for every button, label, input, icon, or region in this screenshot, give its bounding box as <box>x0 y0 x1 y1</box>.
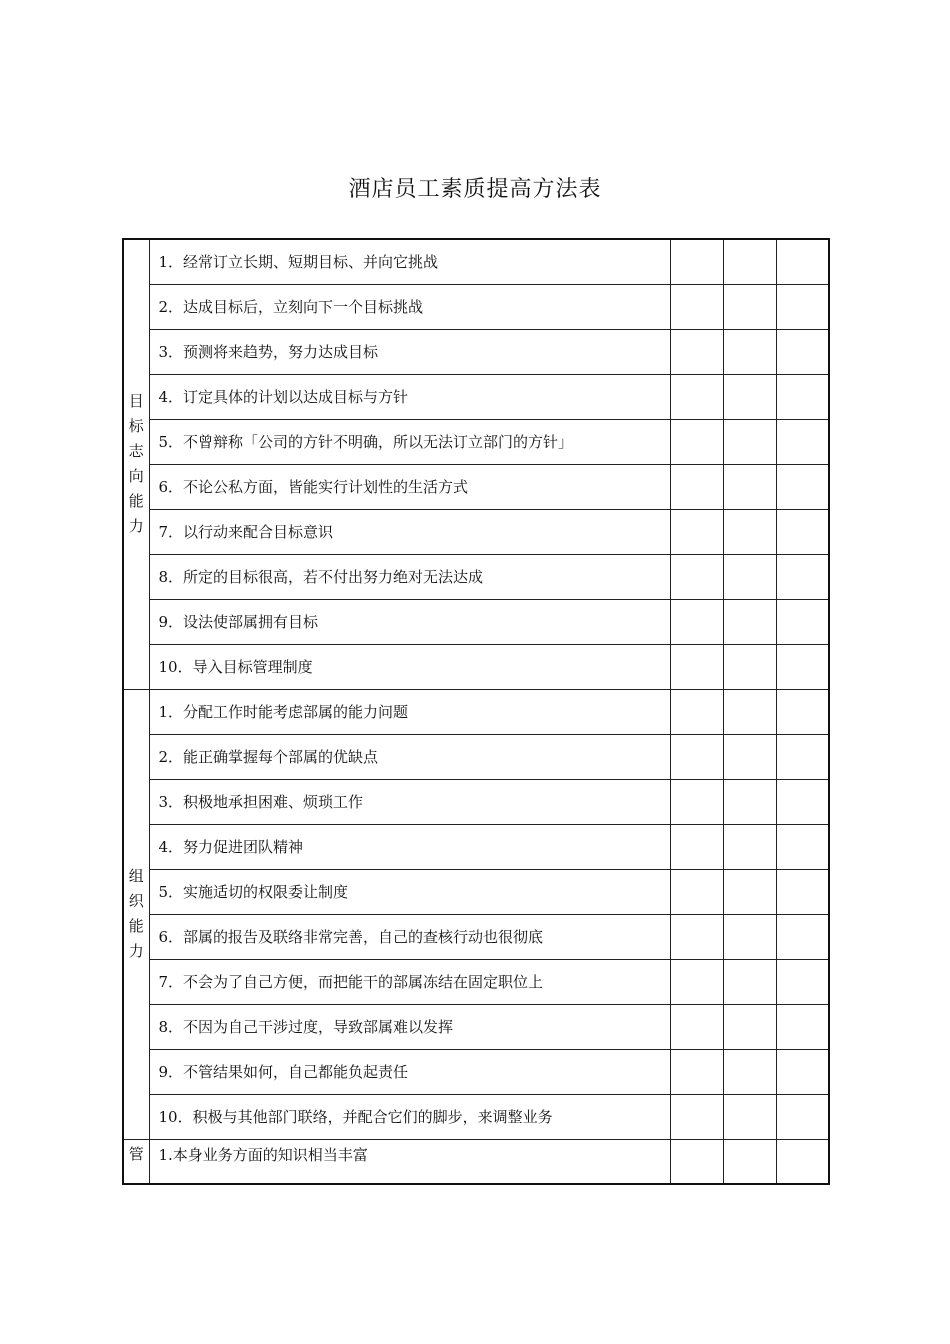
rating-cell[interactable] <box>776 419 829 464</box>
category-label: 目标志向能力 <box>128 392 144 536</box>
table-row <box>123 689 829 734</box>
rating-cell[interactable] <box>670 1049 723 1094</box>
assessment-table <box>122 238 830 1185</box>
rating-cell[interactable] <box>776 464 829 509</box>
item-text: 6．不论公私方面，皆能实行计划性的生活方式 <box>149 464 670 509</box>
rating-cell[interactable] <box>776 959 829 1004</box>
rating-cell[interactable] <box>776 914 829 959</box>
rating-cell[interactable] <box>723 239 776 284</box>
table-row <box>123 419 829 464</box>
rating-cell[interactable] <box>723 599 776 644</box>
rating-cell[interactable] <box>670 419 723 464</box>
table-row <box>123 1139 829 1184</box>
rating-cell[interactable] <box>670 599 723 644</box>
table-row <box>123 914 829 959</box>
table-row <box>123 284 829 329</box>
category-cell <box>123 1139 149 1184</box>
rating-cell[interactable] <box>670 869 723 914</box>
rating-cell[interactable] <box>723 284 776 329</box>
rating-cell[interactable] <box>776 329 829 374</box>
table-row <box>123 509 829 554</box>
rating-cell[interactable] <box>723 824 776 869</box>
table-row <box>123 464 829 509</box>
table-row <box>123 1094 829 1139</box>
rating-cell[interactable] <box>670 1139 723 1184</box>
rating-cell[interactable] <box>776 1139 829 1184</box>
rating-cell[interactable] <box>670 959 723 1004</box>
table-row <box>123 644 829 689</box>
table-row <box>123 329 829 374</box>
item-text: 3．积极地承担困难、烦琐工作 <box>149 779 670 824</box>
rating-cell[interactable] <box>723 554 776 599</box>
page-title: 酒店员工素质提高方法表 <box>348 177 602 202</box>
item-text: 8．所定的目标很高，若不付出努力绝对无法达成 <box>149 554 670 599</box>
rating-cell[interactable] <box>776 374 829 419</box>
rating-cell[interactable] <box>776 509 829 554</box>
table-row <box>123 734 829 779</box>
rating-cell[interactable] <box>776 1004 829 1049</box>
rating-cell[interactable] <box>670 239 723 284</box>
item-text: 10．积极与其他部门联络，并配合它们的脚步，来调整业务 <box>149 1094 670 1139</box>
item-text: 4．努力促进团队精神 <box>149 824 670 869</box>
category-cell <box>123 689 149 1139</box>
rating-cell[interactable] <box>723 959 776 1004</box>
rating-cell[interactable] <box>723 914 776 959</box>
rating-cell[interactable] <box>776 689 829 734</box>
rating-cell[interactable] <box>723 779 776 824</box>
rating-cell[interactable] <box>670 1004 723 1049</box>
item-text: 7．不会为了自己方便，而把能干的部属冻结在固定职位上 <box>149 959 670 1004</box>
rating-cell[interactable] <box>776 599 829 644</box>
item-text: 4．订定具体的计划以达成目标与方针 <box>149 374 670 419</box>
item-text: 7．以行动来配合目标意识 <box>149 509 670 554</box>
rating-cell[interactable] <box>670 914 723 959</box>
category-label: 组织能力 <box>128 867 144 960</box>
table-row <box>123 374 829 419</box>
rating-cell[interactable] <box>670 824 723 869</box>
rating-cell[interactable] <box>670 329 723 374</box>
rating-cell[interactable] <box>776 644 829 689</box>
rating-cell[interactable] <box>670 734 723 779</box>
item-text: 5．实施适切的权限委让制度 <box>149 869 670 914</box>
table-row <box>123 1004 829 1049</box>
rating-cell[interactable] <box>723 734 776 779</box>
item-text: 5．不曾辩称「公司的方针不明确，所以无法订立部门的方针」 <box>149 419 670 464</box>
item-text: 2．达成目标后，立刻向下一个目标挑战 <box>149 284 670 329</box>
item-text: 6．部属的报告及联络非常完善，自己的查核行动也很彻底 <box>149 914 670 959</box>
item-text: 2．能正确掌握每个部属的优缺点 <box>149 734 670 779</box>
rating-cell[interactable] <box>670 374 723 419</box>
rating-cell[interactable] <box>723 1004 776 1049</box>
item-text: 9．设法使部属拥有目标 <box>149 599 670 644</box>
rating-cell[interactable] <box>723 869 776 914</box>
table-row <box>123 599 829 644</box>
rating-cell[interactable] <box>723 1139 776 1184</box>
rating-cell[interactable] <box>723 329 776 374</box>
table-row <box>123 869 829 914</box>
rating-cell[interactable] <box>723 464 776 509</box>
item-text: 1．分配工作时能考虑部属的能力问题 <box>149 689 670 734</box>
rating-cell[interactable] <box>670 284 723 329</box>
table-row <box>123 554 829 599</box>
rating-cell[interactable] <box>776 734 829 779</box>
rating-cell[interactable] <box>723 374 776 419</box>
rating-cell[interactable] <box>723 1094 776 1139</box>
rating-cell[interactable] <box>670 689 723 734</box>
rating-cell[interactable] <box>670 554 723 599</box>
rating-cell[interactable] <box>776 554 829 599</box>
item-text: 3．预测将来趋势，努力达成目标 <box>149 329 670 374</box>
rating-cell[interactable] <box>723 419 776 464</box>
rating-cell[interactable] <box>670 644 723 689</box>
item-text: 1.本身业务方面的知识相当丰富 <box>149 1139 670 1184</box>
rating-cell[interactable] <box>776 869 829 914</box>
category-label: 管 <box>128 1144 144 1163</box>
item-text: 1．经常订立长期、短期目标、并向它挑战 <box>149 239 670 284</box>
rating-cell[interactable] <box>723 689 776 734</box>
rating-cell[interactable] <box>670 509 723 554</box>
table-row <box>123 959 829 1004</box>
rating-cell[interactable] <box>670 464 723 509</box>
table-row <box>123 824 829 869</box>
rating-cell[interactable] <box>776 284 829 329</box>
rating-cell[interactable] <box>723 1049 776 1094</box>
rating-cell[interactable] <box>776 1049 829 1094</box>
rating-cell[interactable] <box>776 824 829 869</box>
rating-cell[interactable] <box>723 644 776 689</box>
category-cell <box>123 239 149 689</box>
rating-cell[interactable] <box>776 779 829 824</box>
item-text: 9．不管结果如何，自己都能负起责任 <box>149 1049 670 1094</box>
rating-cell[interactable] <box>723 509 776 554</box>
rating-cell[interactable] <box>670 1094 723 1139</box>
item-text: 8．不因为自己干涉过度，导致部属难以发挥 <box>149 1004 670 1049</box>
rating-cell[interactable] <box>776 1094 829 1139</box>
table-body <box>123 239 829 1184</box>
item-text: 10．导入目标管理制度 <box>149 644 670 689</box>
table-row <box>123 239 829 284</box>
rating-cell[interactable] <box>776 239 829 284</box>
rating-cell[interactable] <box>670 779 723 824</box>
table-row <box>123 779 829 824</box>
table-row <box>123 1049 829 1094</box>
